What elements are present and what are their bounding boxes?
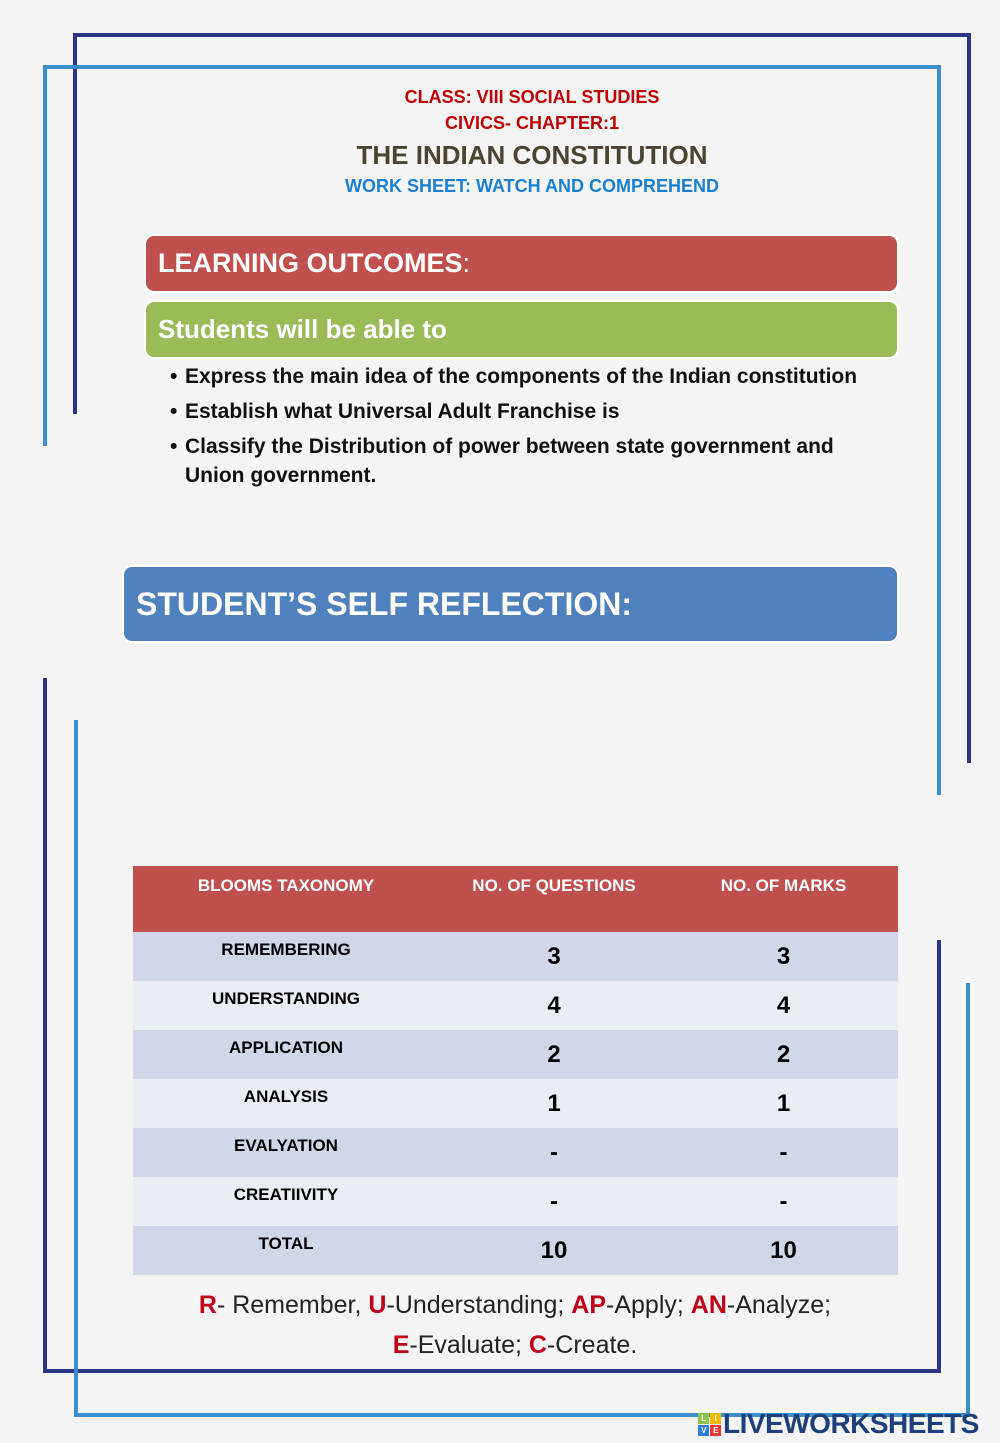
class-line: CLASS: VIII SOCIAL STUDIES [404,87,660,107]
key-letter: U [368,1291,387,1319]
marks-count: 1 [669,1079,898,1128]
logo-text: LIVEWORKSHEETS [723,1408,979,1439]
questions-count: 1 [439,1079,669,1128]
table-row [133,981,898,1030]
liveworksheets-logo[interactable] [698,1408,979,1440]
marks-count: 10 [669,1226,898,1275]
key-text: -Understanding; [386,1291,572,1319]
table-row [133,1030,898,1079]
key-text: -Analyze; [726,1291,832,1319]
blooms-table [133,866,898,1275]
table-row [133,1177,898,1226]
logo-tile: L [698,1413,709,1424]
table-row [133,1128,898,1177]
key-letter: AN [690,1291,727,1319]
marks-count: - [669,1177,898,1226]
intro-text: Students will be able to [158,314,447,344]
learning-outcomes-heading [146,236,897,291]
key-text: -Create. [546,1331,638,1359]
key-letter: E [392,1331,410,1359]
key-letter: AP [571,1291,607,1319]
questions-count: 3 [439,932,669,981]
marks-count: 2 [669,1030,898,1079]
heading-text: STUDENT’S SELF REFLECTION: [136,585,632,622]
outcomes-list [170,362,870,496]
heading-text: LEARNING OUTCOMES [158,248,463,278]
table-row [133,932,898,981]
frame-line [937,940,941,1373]
key-text: -Apply; [606,1291,691,1319]
subtitle: WORK SHEET: WATCH AND COMPREHEND [345,176,719,196]
list-item: • Establish what Universal Adult Franchise is [170,397,870,426]
list-item: • Express the main idea of the components of the Indian constitution [170,362,870,391]
taxonomy-level: APPLICATION [133,1030,439,1079]
taxonomy-level: REMEMBERING [133,932,439,981]
key-text: - Remember, [216,1291,369,1319]
chapter-line: CIVICS- CHAPTER:1 [444,113,619,133]
list-item: • Classify the Distribution of power between state government and Union government. [170,432,870,490]
logo-tile: V [698,1425,709,1436]
table-row [133,1079,898,1128]
taxonomy-level: ANALYSIS [133,1079,439,1128]
key-letter: R [198,1291,217,1319]
frame-line [74,720,78,1417]
questions-count: 4 [439,981,669,1030]
table-row [133,1226,898,1275]
taxonomy-level: EVALYATION [133,1128,439,1177]
legend-key [130,1285,900,1365]
column-header: NO. OF MARKS [669,866,898,932]
frame-line [43,1369,941,1373]
self-reflection-heading [124,567,897,641]
taxonomy-level: TOTAL [133,1226,439,1275]
logo-tile: I [710,1413,721,1424]
questions-count: 2 [439,1030,669,1079]
key-letter: C [528,1331,547,1359]
key-text: -Evaluate; [409,1331,529,1359]
column-header: BLOOMS TAXONOMY [133,866,439,932]
taxonomy-level: CREATIIVITY [133,1177,439,1226]
frame-line [966,983,970,1417]
students-intro-bar [146,302,897,357]
questions-count: - [439,1128,669,1177]
page-title: THE INDIAN CONSTITUTION [356,140,708,170]
frame-line [43,65,941,69]
marks-count: 3 [669,932,898,981]
heading-colon: : [462,248,471,278]
frame-line [937,65,941,795]
logo-tile: E [710,1425,721,1436]
taxonomy-level: UNDERSTANDING [133,981,439,1030]
questions-count: - [439,1177,669,1226]
marks-count: 4 [669,981,898,1030]
logo-icon [698,1413,721,1436]
frame-line [73,33,971,37]
marks-count: - [669,1128,898,1177]
questions-count: 10 [439,1226,669,1275]
frame-line [43,678,47,1373]
column-header: NO. OF QUESTIONS [439,866,669,932]
